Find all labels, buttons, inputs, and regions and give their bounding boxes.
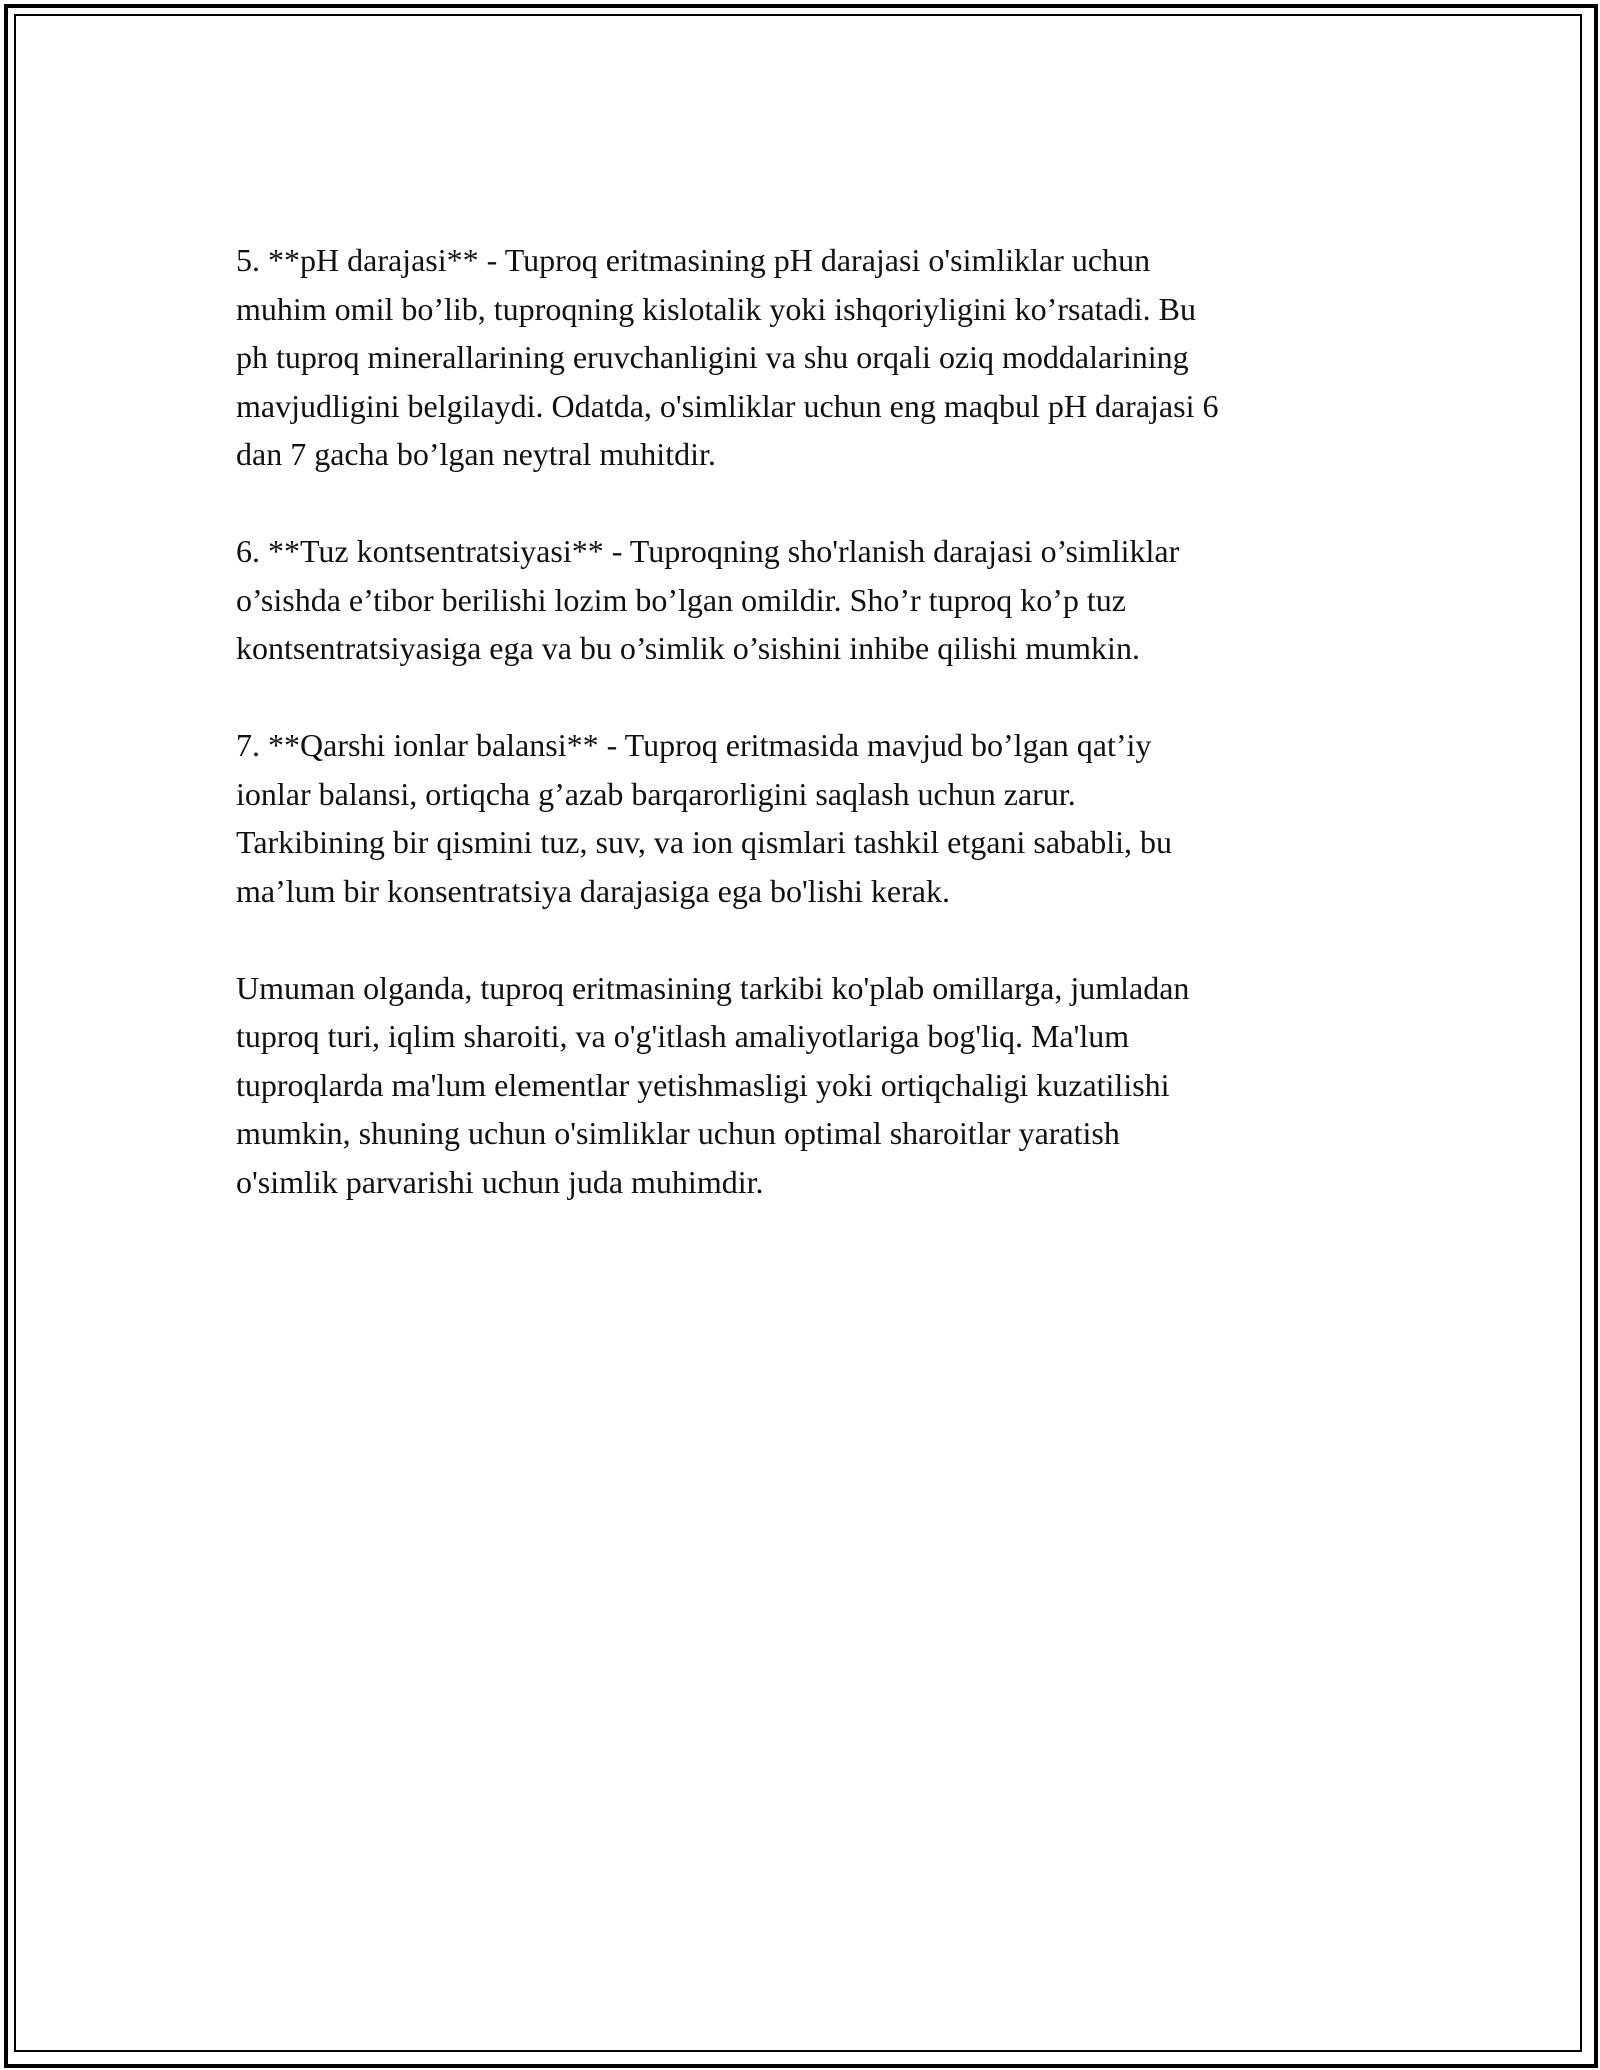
paragraph-ph-level	[236, 236, 1396, 479]
text-line: tuproq turi, iqlim sharoiti, va o'g'itlash amaliyotlariga bog'liq. Ma'lum	[236, 1018, 1130, 1054]
text-line: Tarkibining bir qismini tuz, suv, va ion qismlari tashkil etgani sababli, bu	[236, 824, 1172, 860]
text-line: tuproqlarda ma'lum elementlar yetishmasligi yoki ortiqchaligi kuzatilishi	[236, 1066, 1170, 1103]
paragraph-salt-concentration	[236, 527, 1396, 673]
text-line: mumkin, shuning uchun o'simliklar uchun optimal sharoitlar yaratish	[236, 1115, 1120, 1151]
text-line: mavjudligini belgilaydi. Odatda, o'simliklar uchun eng maqbul pH darajasi 6	[236, 387, 1219, 424]
text-line: kontsentratsiyasiga ega va bu o’simlik o’sishini inhibe qilishi mumkin.	[236, 630, 1140, 666]
paragraph-ion-balance	[236, 721, 1396, 915]
text-line: ionlar balansi, ortiqcha g’azab barqarorligini saqlash uchun zarur.	[236, 775, 1076, 812]
text-line: 5. **pH darajasi** - Tuproq eritmasining pH darajasi o'simliklar uchun	[236, 242, 1151, 278]
text-line: Umuman olganda, tuproq eritmasining tarkibi ko'plab omillarga, jumladan	[236, 969, 1190, 1006]
text-line: o’sishda e’tibor berilishi lozim bo’lgan omildir. Sho’r tuproq ko’p tuz	[236, 581, 1126, 618]
text-line: o'simlik parvarishi uchun juda muhimdir.	[236, 1163, 764, 1200]
text-line: dan 7 gacha bo’lgan neytral muhitdir.	[236, 436, 716, 472]
paragraph-summary	[236, 964, 1396, 1207]
text-line: ph tuproq minerallarining eruvchanligini va shu orqali oziq moddalarining	[236, 339, 1189, 375]
text-line: 7. **Qarshi ionlar balansi** - Tuproq eritmasida mavjud bo’lgan qat’iy	[236, 727, 1152, 763]
document-body	[236, 236, 1396, 1255]
text-line: ma’lum bir konsentratsiya darajasiga ega bo'lishi kerak.	[236, 872, 950, 909]
text-line: muhim omil bo’lib, tuproqning kislotalik yoki ishqoriyligini ko’rsatadi. Bu	[236, 290, 1196, 327]
text-line: 6. **Tuz kontsentratsiyasi** - Tuproqning sho'rlanish darajasi o’simliklar	[236, 533, 1180, 569]
